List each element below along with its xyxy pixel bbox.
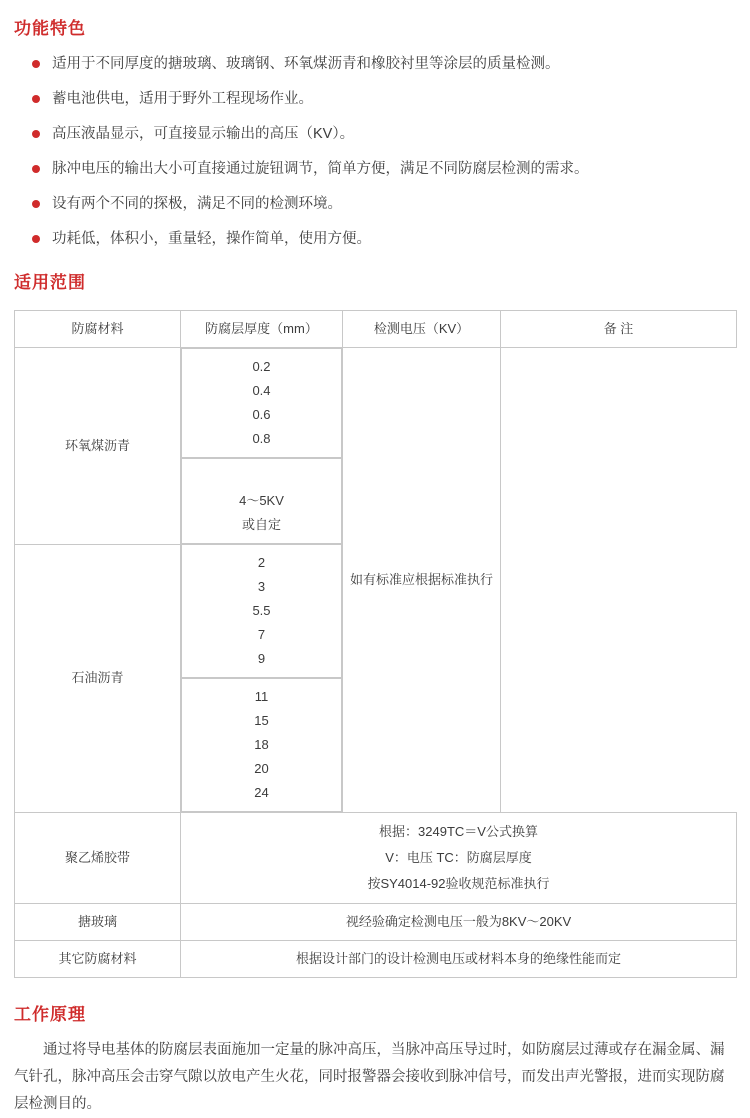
principle-paragraph: 通过将导电基体的防腐层表面施加一定量的脉冲高压，当脉冲高压导过时，如防腐层过薄或存在漏金属、漏气针孔，脉冲高压会击穿气隙以放电产生火花，同时报警器会接收到脉冲信号，而发出声光警报，进而实现防腐层检测目的。 — [14, 1042, 725, 1112]
voltage-value: 11 — [254, 689, 269, 704]
feature-text: 高压液晶显示，可直接显示输出的高压（KV）。 — [52, 126, 355, 142]
features-section-title: 功能特色 — [14, 19, 86, 38]
cell-material: 聚乙烯胶带 — [15, 813, 181, 904]
cell-voltage — [181, 458, 342, 544]
table-row — [15, 813, 737, 904]
thickness-value: 0.8 — [252, 431, 271, 446]
bullet-dot-icon — [32, 95, 40, 103]
voltage-value: 20 — [254, 761, 269, 776]
voltage-value: 4～5KV — [239, 493, 284, 508]
cell-description: 视经验确定检测电压一般为8KV～20KV — [181, 904, 737, 941]
header-note: 备 注 — [501, 311, 737, 348]
list-item — [14, 158, 736, 180]
thickness-value: 5.5 — [252, 603, 271, 618]
table-header — [15, 311, 737, 348]
list-item — [14, 193, 736, 215]
bullet-dot-icon — [32, 60, 40, 68]
feature-text: 功耗低，体积小，重量轻，操作简单，使用方便。 — [52, 231, 371, 247]
list-item — [14, 228, 736, 250]
spec-table — [14, 310, 737, 978]
voltage-value: 或自定 — [241, 517, 281, 532]
cell-formula — [181, 813, 737, 904]
formula-line: 根据：3249TC＝V公式换算 — [379, 824, 538, 839]
list-item — [14, 123, 736, 145]
voltage-value: 18 — [254, 737, 269, 752]
feature-text: 蓄电池供电，适用于野外工程现场作业。 — [52, 91, 313, 107]
feature-text: 设有两个不同的探极，满足不同的检测环境。 — [52, 196, 342, 212]
cell-description: 根据设计部门的设计检测电压或材料本身的绝缘性能而定 — [181, 941, 737, 978]
table-row — [15, 348, 737, 545]
thickness-value: 0.2 — [252, 359, 271, 374]
features-list — [14, 53, 736, 250]
header-material: 防腐材料 — [15, 311, 181, 348]
table-row — [15, 904, 737, 941]
voltage-value: 15 — [254, 713, 269, 728]
cell-thickness — [181, 348, 342, 458]
bullet-dot-icon — [32, 200, 40, 208]
table-row — [15, 941, 737, 978]
header-voltage: 检测电压（KV） — [343, 311, 501, 348]
thickness-value: 0.4 — [252, 383, 271, 398]
thickness-value: 2 — [257, 555, 266, 570]
cell-note: 如有标准应根据标准执行 — [343, 348, 501, 813]
cell-material: 搪玻璃 — [15, 904, 181, 941]
bullet-dot-icon — [32, 130, 40, 138]
table-row — [15, 311, 737, 348]
bullet-dot-icon — [32, 165, 40, 173]
feature-text: 脉冲电压的输出大小可直接通过旋钮调节，简单方便，满足不同防腐层检测的需求。 — [52, 161, 589, 177]
cell-material: 环氧煤沥青 — [15, 348, 181, 545]
thickness-value: 3 — [257, 579, 266, 594]
thickness-value: 9 — [257, 651, 266, 666]
cell-material: 石油沥青 — [15, 544, 181, 813]
list-item — [14, 53, 736, 75]
formula-line: V：电压 TC：防腐层厚度 — [385, 850, 532, 865]
feature-text: 适用于不同厚度的搪玻璃、玻璃钢、环氧煤沥青和橡胶衬里等涂层的质量检测。 — [52, 56, 560, 72]
cell-thickness — [181, 544, 342, 678]
cell-voltage — [181, 678, 342, 812]
cell-material: 其它防腐材料 — [15, 941, 181, 978]
scope-section-title: 适用范围 — [14, 273, 86, 292]
bullet-dot-icon — [32, 235, 40, 243]
header-thickness: 防腐层厚度（mm） — [181, 311, 343, 348]
principle-section-title: 工作原理 — [14, 1005, 86, 1024]
list-item — [14, 88, 736, 110]
table-body — [15, 348, 737, 978]
voltage-value: 24 — [254, 785, 269, 800]
formula-line: 按SY4014-92验收规范标准执行 — [367, 876, 550, 891]
thickness-value: 7 — [257, 627, 266, 642]
thickness-value: 0.6 — [252, 407, 271, 422]
